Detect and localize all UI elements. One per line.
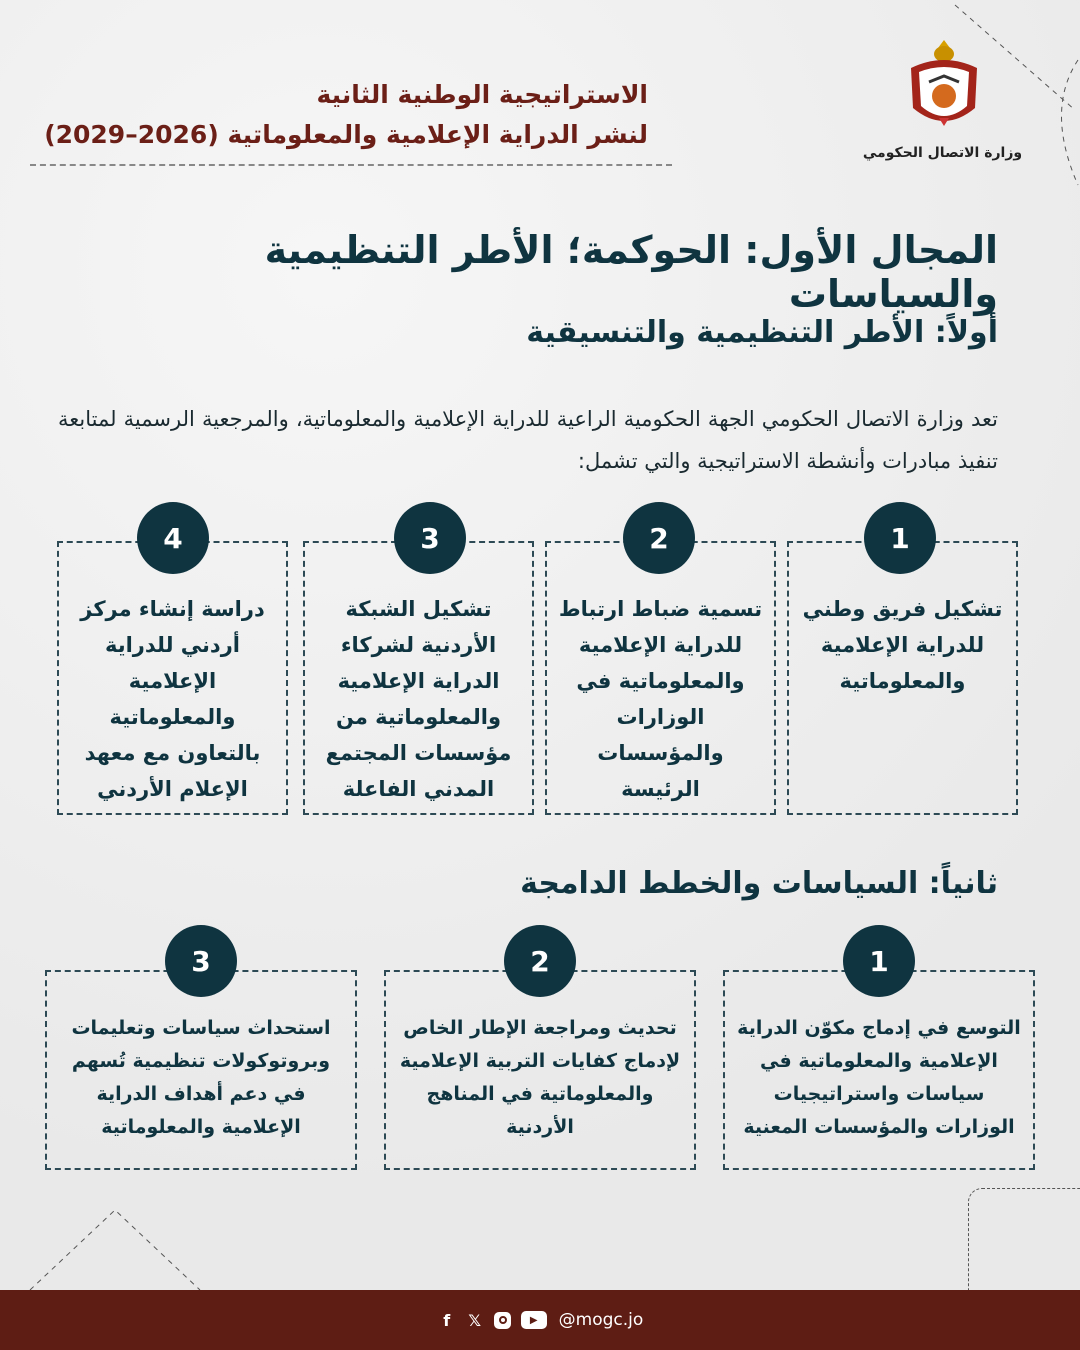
section2-heading: ثانياً: السياسات والخطط الدامجة: [520, 866, 998, 901]
instagram-icon[interactable]: [493, 1310, 513, 1330]
header-title-line1: الاستراتيجية الوطنية الثانية: [316, 80, 648, 109]
social-handle[interactable]: @mogc.jo: [558, 1310, 644, 1330]
card-text: تسمية ضباط ارتباط للدراية الإعلامية والمعلوماتية في الوزارات والمؤسسات الرئيسة: [558, 597, 763, 801]
card-3: [303, 541, 534, 815]
card-2: [384, 970, 696, 1170]
decorative-corner: [968, 1188, 1080, 1290]
number-badge: 1: [864, 502, 936, 574]
card-1: [787, 541, 1018, 815]
section1-heading: أولاً: الأطر التنظيمية والتنسيقية: [526, 315, 998, 350]
card-text: تحديث ومراجعة الإطار الخاص لإدماج كفايات التربية الإعلامية والمعلوماتية في المناهج الأردنية: [399, 1017, 681, 1138]
card-text: التوسع في إدماج مكوّن الدراية الإعلامية والمعلوماتية في سياسات واستراتيجيات الوزارات والمؤسسات المعنية: [737, 1017, 1021, 1138]
card-text: تشكيل الشبكة الأردنية لشركاء الدراية الإعلامية والمعلوماتية من مؤسسات المجتمع المدني الفاعلة: [325, 597, 512, 801]
number-badge: 2: [623, 502, 695, 574]
number-badge: 3: [165, 925, 237, 997]
card-1: [723, 970, 1035, 1170]
number-badge: 3: [394, 502, 466, 574]
footer: [0, 1290, 1080, 1350]
x-icon[interactable]: 𝕏: [468, 1310, 482, 1330]
decorative-diamond: [0, 1200, 270, 1290]
card-text: استحداث سياسات وتعليمات وبروتوكولات تنظيمية تُسهم في دعم أهداف الدراية الإعلامية والمعلوماتية: [71, 1017, 331, 1138]
card-3: [45, 970, 357, 1170]
header-divider: [30, 164, 672, 166]
facebook-icon[interactable]: f: [443, 1310, 451, 1330]
number-badge: 4: [137, 502, 209, 574]
ministry-name: وزارة الاتصال الحكومي: [862, 145, 1023, 161]
card-2: [545, 541, 776, 815]
card-4: [57, 541, 288, 815]
youtube-icon[interactable]: ▶: [521, 1310, 547, 1330]
card-text: تشكيل فريق وطني للدراية الإعلامية والمعلوماتية: [802, 597, 1003, 693]
page-title: المجال الأول: الحوكمة؛ الأطر التنظيمية والسياسات: [264, 228, 998, 316]
header-title-line2: لنشر الدراية الإعلامية والمعلوماتية (2026–2029): [44, 120, 648, 149]
number-badge: 2: [504, 925, 576, 997]
coat-of-arms-logo: [905, 38, 983, 134]
number-badge: 1: [843, 925, 915, 997]
section1-intro: تعد وزارة الاتصال الحكومي الجهة الحكومية الراعية للدراية الإعلامية والمعلوماتية، والمرجعية الرسمية لمتابعة تنفيذ مبادرات وأنشطة الاستراتيجية والتي تشمل:: [58, 407, 998, 473]
card-text: دراسة إنشاء مركز أردني للدراية الإعلامية والمعلوماتية بالتعاون مع معهد الإعلام الأردني: [80, 597, 265, 801]
